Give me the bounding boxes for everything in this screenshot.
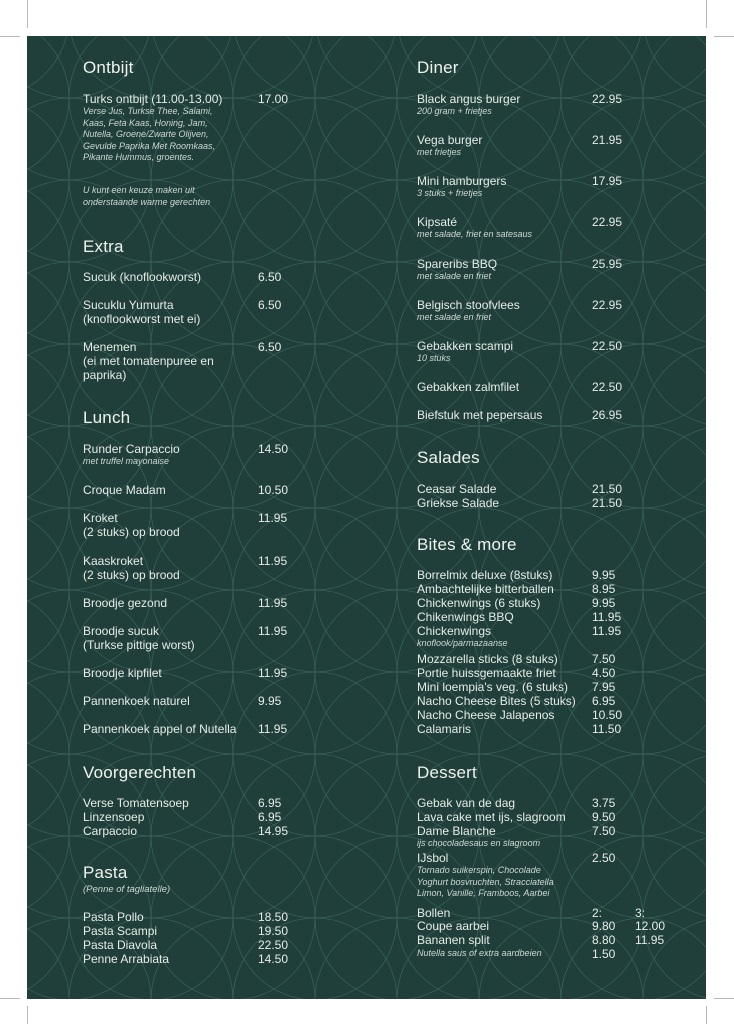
item-name: Kipsaté [417, 215, 458, 229]
pattern-circle [561, 36, 706, 98]
item-price: 2.50 [592, 851, 616, 865]
item-price: 11.95 [592, 624, 622, 638]
item-name: Bananen split [417, 933, 490, 947]
section-title-salades: Salades [417, 448, 480, 467]
item-name: Belgisch stoofvlees [417, 298, 520, 312]
item-name: Coupe aarbei [417, 919, 490, 933]
item-price: 9.80 [592, 919, 616, 933]
item-price: 22.50 [592, 380, 623, 394]
item-price: 11.95 [258, 511, 288, 525]
item-price: 11.50 [592, 722, 622, 736]
pattern-circle [643, 590, 706, 754]
item-name: Menemen (ei met tomatenpuree en paprika) [83, 340, 214, 382]
section-title-pasta: Pasta [83, 863, 128, 882]
pattern-circle [561, 98, 706, 262]
pattern-circle [643, 36, 706, 180]
pattern-circle [643, 262, 706, 426]
menu-panel [27, 36, 706, 999]
item-price: 11.95 [258, 624, 288, 638]
item-price: 11.95 [258, 722, 288, 736]
item-name: Pannenkoek naturel [83, 694, 190, 708]
pasta-subtitle: (Penne of tagliatelle) [83, 884, 171, 895]
section-title-extra: Extra [83, 237, 124, 256]
item-description: 10 stuks [417, 353, 451, 363]
pattern-circle [643, 672, 706, 836]
item-name: Griekse Salade [417, 496, 500, 510]
item-price: 14.50 [258, 442, 289, 456]
crop-mark [714, 998, 734, 999]
item-description: met salade, friet en satesaus [417, 229, 533, 239]
pattern-circle [561, 508, 706, 672]
item-price: 11.95 [258, 554, 288, 568]
item-name: Calamaris [417, 722, 472, 736]
pattern-circle [233, 36, 397, 180]
item-price: 6.95 [258, 796, 282, 810]
item-price: 11.95 [258, 596, 288, 610]
item-price: 21.95 [592, 133, 623, 147]
item-price: 10.50 [592, 708, 623, 722]
item-price: 7.50 [592, 824, 616, 838]
item-price: 1.50 [592, 947, 616, 961]
item-description: met truffel mayonaise [83, 456, 170, 466]
pattern-circle [479, 36, 643, 98]
crop-mark [27, 0, 28, 28]
pattern-circle [561, 180, 706, 344]
item-name: Dame Blanche [417, 824, 496, 838]
crop-mark [0, 998, 20, 999]
item-description: 200 gram + frietjes [417, 106, 492, 116]
item-price-large: 11.95 [635, 933, 665, 947]
item-price: 11.95 [258, 666, 288, 680]
pattern-circle [561, 754, 706, 918]
item-name: Broodje gezond [83, 596, 168, 610]
item-name: Mini loempia's veg. (6 stuks) [417, 680, 569, 694]
ontbijt-note: U kunt een keuze maken uit onderstaande warme gerechten [83, 185, 211, 207]
item-name: Ambachtelijke bitterballen [417, 582, 554, 596]
item-price: 22.95 [592, 215, 623, 229]
item-name: Pasta Scampi [83, 924, 158, 938]
item-price: 22.95 [592, 92, 623, 106]
pattern-circle [27, 918, 69, 999]
item-name: Sucuk (knoflookworst) [83, 270, 202, 284]
item-name: Runder Carpaccio [83, 442, 180, 456]
item-price: 17.95 [592, 174, 623, 188]
item-price: 22.50 [592, 339, 623, 353]
pattern-circle [151, 36, 315, 98]
item-price: 9.95 [258, 694, 282, 708]
pattern-circle [643, 426, 706, 590]
crop-mark [27, 1006, 28, 1024]
item-price: 6.95 [258, 810, 282, 824]
item-name: Linzensoep [83, 810, 145, 824]
pattern-circle [561, 918, 706, 999]
item-price: 26.95 [592, 408, 623, 422]
item-price: 19.50 [258, 924, 289, 938]
item-name: Sucuklu Yumurta (knoflookworst met ei) [83, 298, 201, 326]
item-name: Mozzarella sticks (8 stuks) [417, 652, 558, 666]
section-title-voorgerechten: Voorgerechten [83, 763, 197, 782]
section-title-bites: Bites & more [417, 535, 517, 554]
item-description: ijs chocoladesaus en slagroom [417, 838, 541, 848]
crop-mark [0, 36, 20, 37]
item-price: 21.50 [592, 496, 623, 510]
item-name: Black angus burger [417, 92, 521, 106]
item-description: met salade en friet [417, 271, 492, 281]
pattern-circle [561, 262, 706, 426]
section-title-ontbijt: Ontbijt [83, 58, 134, 77]
item-price: 9.95 [592, 568, 616, 582]
item-price: 8.95 [592, 582, 616, 596]
crop-mark [706, 1006, 707, 1024]
item-name: Borrelmix deluxe (8stuks) [417, 568, 553, 582]
item-name: Nacho Cheese Bites (5 stuks) [417, 694, 576, 708]
item-name: Broodje kipfilet [83, 666, 162, 680]
item-name: Portie huissgemaakte friet [417, 666, 556, 680]
item-price: 6.50 [258, 298, 282, 312]
pattern-circle [561, 36, 706, 180]
item-name: Carpaccio [83, 824, 138, 838]
section-title-diner: Diner [417, 58, 459, 77]
item-description: Tornado suikerspin, Chocolade Yoghurt bosvruchten, Stracciatella Limon, Vanille, Framboos, Aarbei [417, 865, 554, 898]
item-price: 18.50 [258, 910, 289, 924]
item-name: Biefstuk met pepersaus [417, 408, 543, 422]
item-description: met salade en friet [417, 312, 492, 322]
item-price: 7.50 [592, 652, 616, 666]
item-price: 14.50 [258, 952, 289, 966]
pattern-circle [561, 590, 706, 754]
item-price: 6.95 [592, 694, 616, 708]
item-price: 6.50 [258, 270, 282, 284]
crop-mark [706, 0, 707, 28]
item-description: knoflook/parmazaanse [417, 638, 508, 648]
item-price: 7.95 [592, 680, 616, 694]
item-name: Croque Madam [83, 483, 166, 497]
crop-mark [714, 36, 734, 37]
item-price: 8.80 [592, 933, 616, 947]
pattern-circle [561, 344, 706, 508]
pattern-circle [151, 918, 315, 999]
item-name: Kaaskroket (2 stuks) op brood [83, 554, 180, 582]
item-name: Bollen [417, 906, 451, 920]
pattern-circle [643, 508, 706, 672]
item-price: 4.50 [592, 666, 616, 680]
item-name: Nacho Cheese Jalapenos [417, 708, 555, 722]
item-name: Verse Tomatensoep [83, 796, 189, 810]
item-price: 25.95 [592, 257, 623, 271]
item-name: IJsbol [417, 851, 449, 865]
item-price-large: 12.00 [635, 919, 666, 933]
pattern-circle [643, 180, 706, 344]
item-description: Nutella saus of extra aardbeien [417, 948, 542, 958]
item-price: 9.95 [592, 596, 616, 610]
item-price: 14.95 [258, 824, 289, 838]
item-name: Lava cake met ijs, slagroom [417, 810, 566, 824]
item-price-large: 3: [635, 906, 646, 920]
item-description: met frietjes [417, 147, 462, 157]
item-price: 17.00 [258, 92, 289, 106]
item-price: 11.95 [592, 610, 622, 624]
pattern-circle [479, 36, 643, 180]
item-name: Pasta Diavola [83, 938, 158, 952]
item-name: Chikenwings BBQ [417, 610, 514, 624]
item-price: 3.75 [592, 796, 616, 810]
item-name: Gebakken zalmfilet [417, 380, 520, 394]
item-name: Vega burger [417, 133, 483, 147]
item-name: Turks ontbijt (11.00-13.00) [83, 92, 223, 106]
item-name: Gebakken scampi [417, 339, 514, 353]
item-name: Mini hamburgers [417, 174, 507, 188]
item-name: Gebak van de dag [417, 796, 516, 810]
item-price: 2: [592, 906, 603, 920]
item-name: Chickenwings [417, 624, 492, 638]
item-name: Penne Arrabiata [83, 952, 170, 966]
item-name: Pasta Pollo [83, 910, 144, 924]
section-title-dessert: Dessert [417, 763, 477, 782]
pattern-circle [561, 672, 706, 836]
pattern-circle [233, 36, 397, 98]
item-price: 9.50 [592, 810, 616, 824]
pattern-circle [643, 754, 706, 918]
item-price: 6.50 [258, 340, 282, 354]
item-name: Ceasar Salade [417, 482, 497, 496]
item-description: 3 stuks + frietjes [417, 188, 483, 198]
pattern-circle [27, 36, 69, 180]
pattern-circle [643, 36, 706, 98]
item-price: 22.95 [592, 298, 623, 312]
item-name: Kroket (2 stuks) op brood [83, 511, 180, 539]
pattern-circle [561, 426, 706, 590]
item-price: 10.50 [258, 483, 289, 497]
item-name: Broodje sucuk (Turkse pittige worst) [83, 624, 195, 652]
pattern-circle [643, 344, 706, 508]
item-name: Spareribs BBQ [417, 257, 498, 271]
item-price: 21.50 [592, 482, 623, 496]
item-price: 22.50 [258, 938, 289, 952]
item-description: Verse Jus, Turkse Thee, Salami, Kaas, Feta Kaas, Honing, Jam, Nutella, Groene/Zwarte Olijven, Gevulde Paprika Met Roomkaas, Pikante Hummus, groentes. [83, 106, 216, 162]
item-name: Pannenkoek appel of Nutella [83, 722, 237, 736]
section-title-lunch: Lunch [83, 408, 131, 427]
item-name: Chickenwings (6 stuks) [417, 596, 541, 610]
pattern-circle [643, 98, 706, 262]
